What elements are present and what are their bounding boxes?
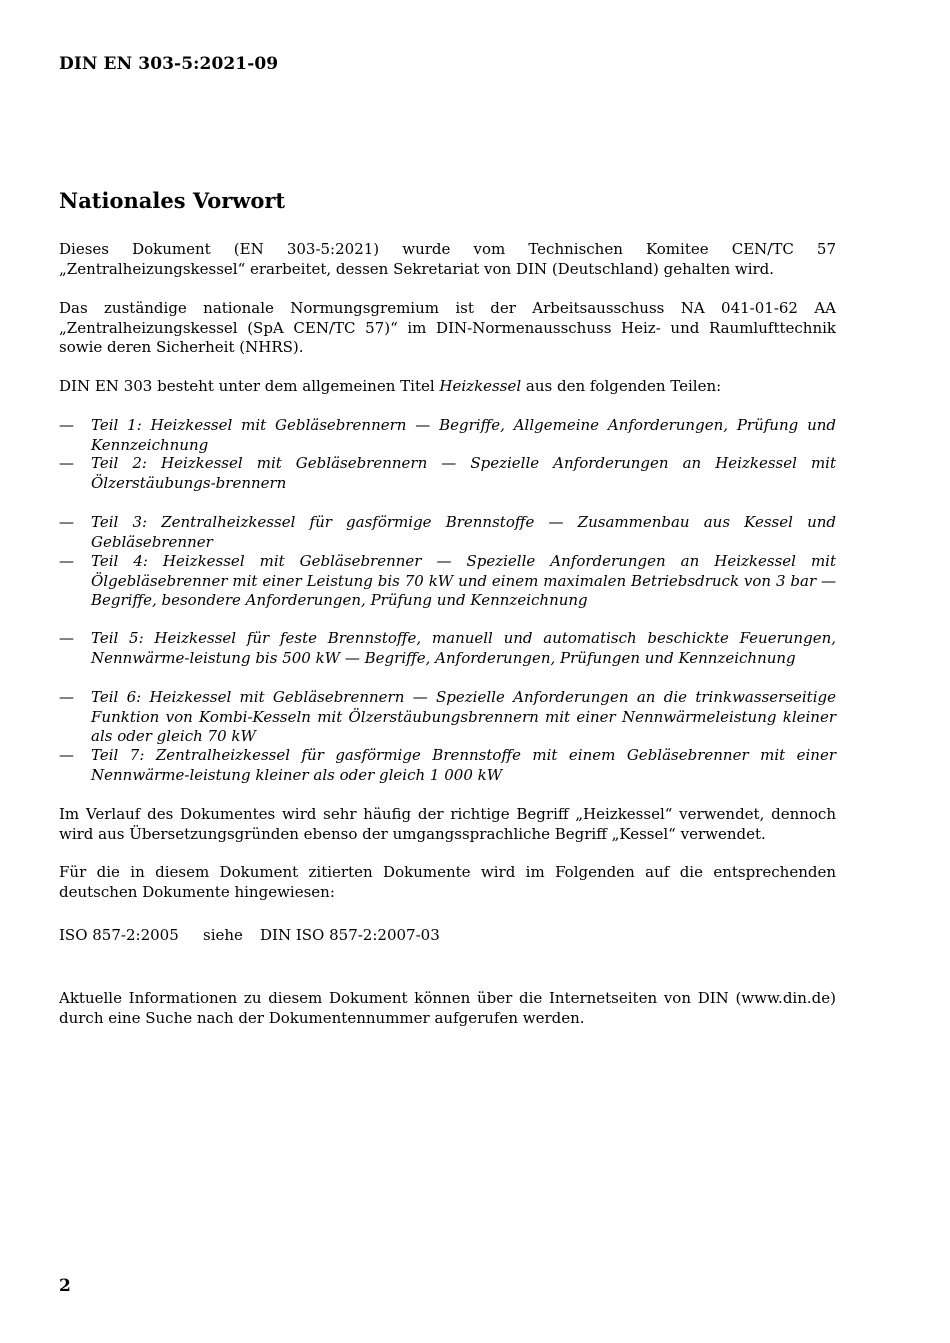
part-5-text: Teil 5: Heizkessel für feste Brennstoffe, manuell und automatisch beschickte Feuerungen, Nennwärme-leistung bis 500 kW — Begriffe, Anforderungen, Prüfungen und Kennzeichnung: [91, 629, 836, 667]
list-dash: —: [59, 688, 74, 706]
list-item-part-6: [59, 688, 836, 747]
references-intro-paragraph: Für die in diesem Dokument zitierten Dokumente wird im Folgenden auf die entsprechenden deutschen Dokumente hingewiesen:: [59, 863, 836, 901]
parts-intro-title: Heizkessel: [439, 377, 522, 395]
document-code-header: DIN EN 303-5:2021-09: [59, 54, 279, 74]
reference-target: DIN ISO 857-2:2007-03: [260, 926, 440, 944]
part-3-text: Teil 3: Zentralheizkessel für gasförmige Brennstoffe — Zusammenbau aus Kessel und Gebläsebrenner: [91, 513, 836, 551]
list-item-part-2: [59, 454, 836, 493]
part-1-text: Teil 1: Heizkessel mit Gebläsebrennern — Begriffe, Allgemeine Anforderungen, Prüfung und Kennzeichnung: [91, 416, 836, 454]
reference-source: ISO 857-2:2005: [59, 926, 179, 944]
list-dash: —: [59, 454, 74, 472]
current-info-paragraph: Aktuelle Informationen zu diesem Dokument können über die Internetseiten von DIN (www.din.de) durch eine Suche nach der Dokumentennummer aufgerufen werden.: [59, 989, 836, 1027]
list-item-part-4: [59, 552, 836, 611]
part-2-text: Teil 2: Heizkessel mit Gebläsebrennern — Spezielle Anforderungen an Heizkessel mit Ölzerstäubungs-brennern: [91, 454, 836, 492]
part-6-text: Teil 6: Heizkessel mit Gebläsebrennern — Spezielle Anforderungen an die trinkwasserseitige Funktion von Kombi-Kesseln mit Ölzerstäubungsbrennern mit einer Nennwärmeleistung kleiner als oder gleich 70 kW: [91, 688, 836, 745]
page-number: 2: [59, 1276, 71, 1296]
list-dash: —: [59, 416, 74, 434]
section-title: Nationales Vorwort: [59, 188, 286, 213]
list-item-part-5: [59, 629, 836, 668]
committee-paragraph: Das zuständige nationale Normungsgremium ist der Arbeitsausschuss NA 041-01-62 AA „Zentralheizungskessel (SpA CEN/TC 57)“ im DIN-Normenausschuss Heiz- und Raumlufttechnik sowie deren Sicherheit (NHRS).: [59, 299, 836, 356]
parts-intro-text-start: DIN EN 303 besteht unter dem allgemeinen Titel: [59, 377, 440, 395]
reference-relation: siehe: [203, 926, 243, 944]
intro-paragraph: Dieses Dokument (EN 303-5:2021) wurde vom Technischen Komitee CEN/TC 57 „Zentralheizungskessel“ erarbeitet, dessen Sekretariat von DIN (Deutschland) gehalten wird.: [59, 240, 836, 278]
list-item-part-1: [59, 416, 836, 455]
list-dash: —: [59, 552, 74, 570]
list-dash: —: [59, 746, 74, 764]
list-dash: —: [59, 629, 74, 647]
list-item-part-7: [59, 746, 836, 785]
terminology-paragraph: Im Verlauf des Dokumentes wird sehr häufig der richtige Begriff „Heizkessel“ verwendet, dennoch wird aus Übersetzungsgründen ebenso der umgangssprachliche Begriff „Kessel“ verwendet.: [59, 805, 836, 843]
list-dash: —: [59, 513, 74, 531]
parts-intro-paragraph: [59, 377, 836, 397]
parts-intro-text-end: aus den folgenden Teilen:: [521, 377, 722, 395]
part-4-text: Teil 4: Heizkessel mit Gebläsebrenner — Spezielle Anforderungen an Heizkessel mit Ölgebläsebrenner mit einer Leistung bis 70 kW und einem maximalen Betriebsdruck von 3 bar — Begriffe, besondere Anforderungen, Prüfung und Kennzeichnung: [91, 552, 836, 609]
list-item-part-3: [59, 513, 836, 552]
part-7-text: Teil 7: Zentralheizkessel für gasförmige Brennstoffe mit einem Gebläsebrenner mit einer Nennwärme-leistung kleiner als oder gleich 1 000 kW: [91, 746, 836, 784]
